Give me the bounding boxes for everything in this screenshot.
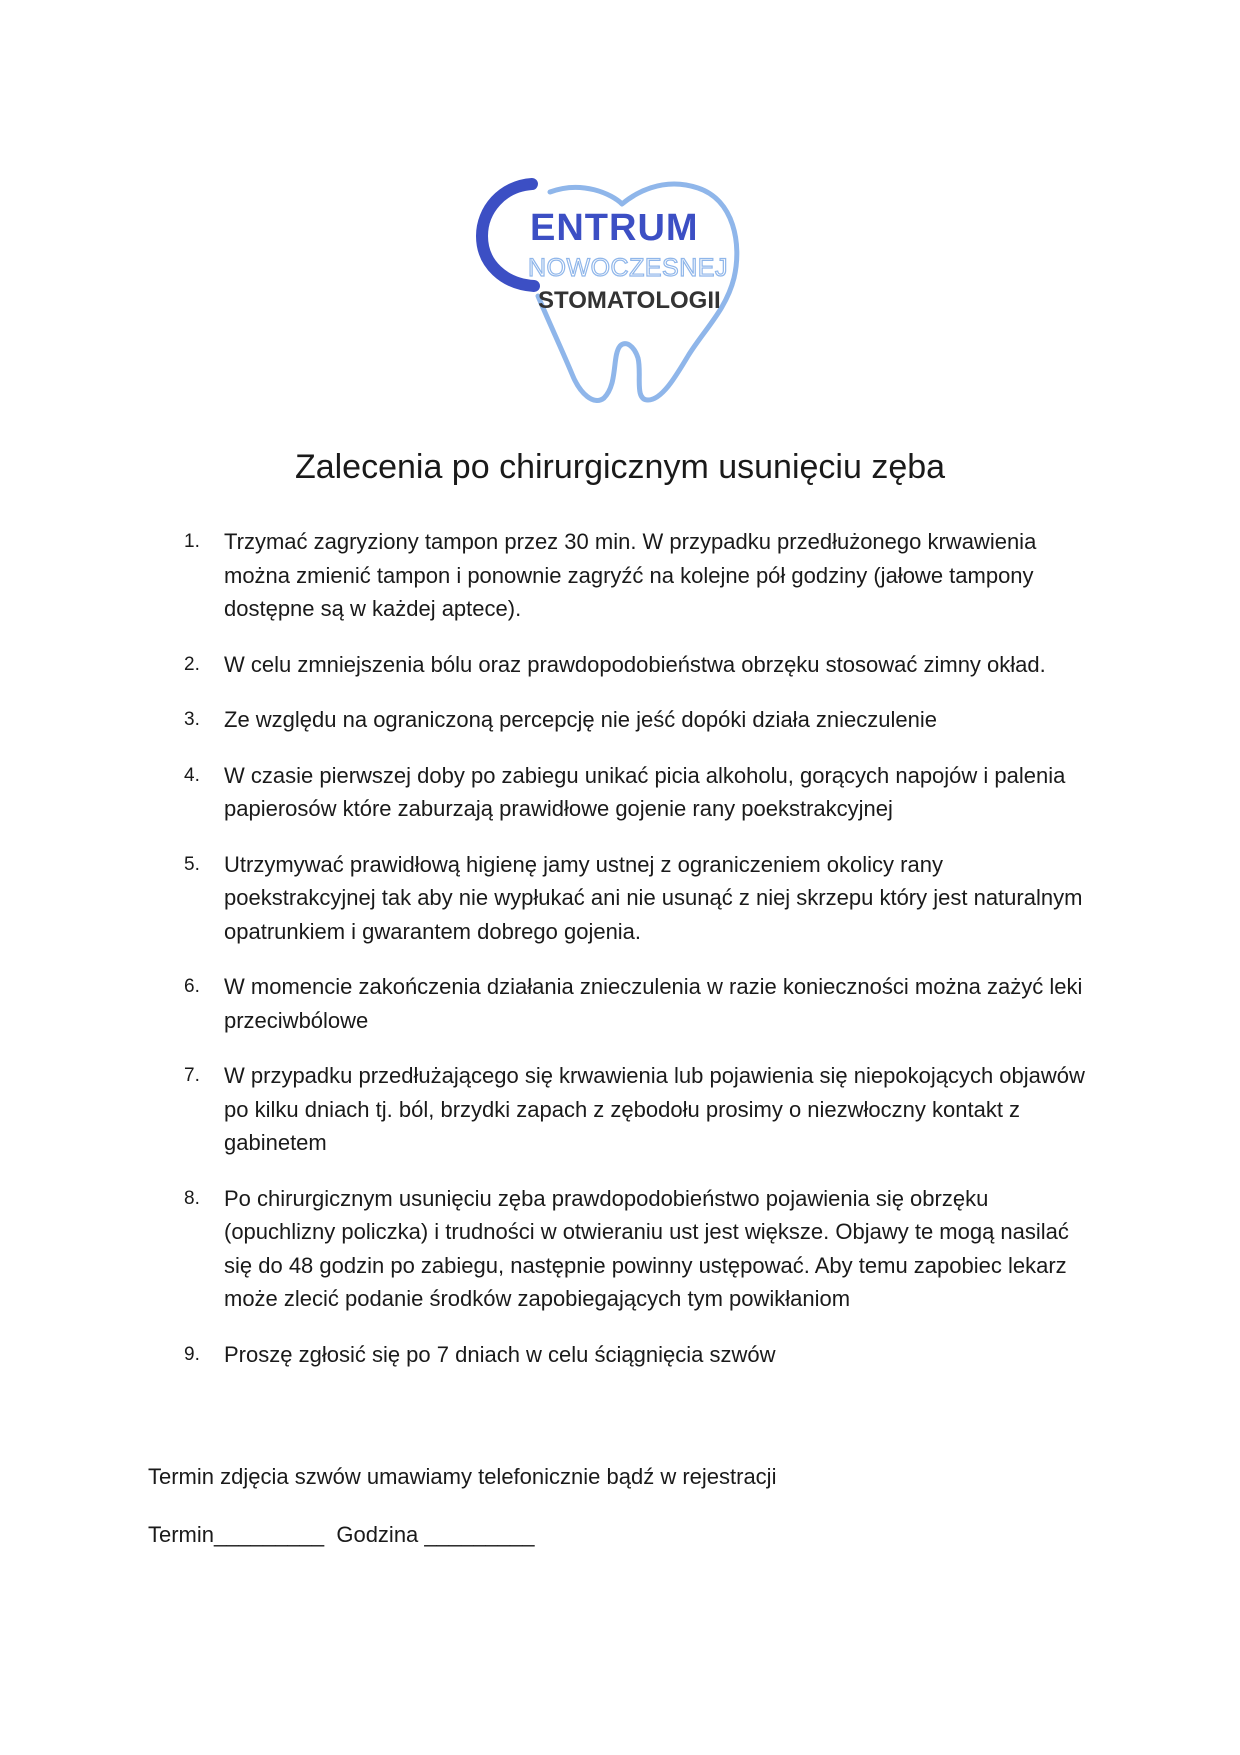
list-item: [160, 648, 1100, 682]
list-item: [160, 970, 1100, 1037]
list-item-text: W celu zmniejszenia bólu oraz prawdopodobieństwa obrzęku stosować zimny okład.: [224, 651, 1046, 677]
logo-line2: NOWOCZESNEJ: [528, 254, 728, 282]
list-item: [160, 1059, 1100, 1160]
page-title: Zalecenia po chirurgicznym usunięciu zęba: [294, 448, 946, 486]
recommendations-list: [160, 525, 1100, 1393]
list-item-number: 9.: [184, 1343, 200, 1365]
list-item: [160, 1182, 1100, 1316]
list-item-number: 8.: [184, 1187, 200, 1209]
list-item-number: 2.: [184, 653, 200, 675]
tooth-logo-graphic: [472, 170, 762, 410]
list-item-text: W momencie zakończenia działania znieczulenia w razie konieczności można zażyć leki przeciwbólowe: [224, 974, 1083, 1033]
list-item: [160, 759, 1100, 826]
list-item-text: Utrzymywać prawidłową higienę jamy ustnej z ograniczeniem okolicy rany poekstrakcyjnej tak aby nie wypłukać ani nie usunąć z niej skrzepu który jest naturalnym opatrunkiem i gwarantem dobrego gojenia.: [224, 851, 1083, 944]
logo-line1: ENTRUM: [530, 207, 699, 249]
list-item-number: 6.: [184, 976, 200, 997]
list-item-text: W czasie pierwszej doby po zabiegu unikać picia alkoholu, gorących napojów i palenia papierosów które zaburzają prawidłowe gojenie rany poekstrakcyjnej: [224, 762, 1066, 821]
logo-big-c-icon: [482, 184, 534, 286]
suture-removal-note: Termin zdjęcia szwów umawiamy telefonicznie bądź w rejestracji: [148, 1464, 777, 1489]
list-item: [160, 848, 1100, 949]
list-item: [160, 1338, 1100, 1372]
list-item-text: Trzymać zagryziony tampon przez 30 min. W przypadku przedłużonego krwawienia można zmienić tampon i ponownie zagryźć na kolejne pół godziny (jałowe tampony dostępne są w każdej aptece).: [224, 529, 1037, 621]
logo-line3: STOMATOLOGII: [538, 287, 721, 314]
list-item-number: 3.: [184, 709, 200, 730]
list-item-number: 4.: [184, 764, 200, 786]
clinic-logo: [472, 170, 762, 410]
list-item-number: 5.: [184, 853, 200, 875]
list-item-number: 7.: [184, 1065, 200, 1086]
list-item: [160, 525, 1100, 626]
list-item-text: W przypadku przedłużającego się krwawienia lub pojawienia się niepokojących objawów po kilku dniach tj. ból, brzydki zapach z zębodołu prosimy o niezwłoczny kontakt z gabinetem: [224, 1063, 1085, 1155]
list-item-text: Po chirurgicznym usunięciu zęba prawdopodobieństwo pojawienia się obrzęku (opuchlizny policzka) i trudności w otwieraniu ust jest większe. Objawy te mogą nasilać się do 48 godzin po zabiegu, następnie powinny ustępować. Aby temu zapobiec lekarz może zlecić podanie środków zapobiegających tym powikłaniom: [224, 1185, 1069, 1311]
list-item: [160, 703, 1100, 737]
appointment-term-line: Termin_________ Godzina _________: [148, 1522, 535, 1547]
list-item-text: Proszę zgłosić się po 7 dniach w celu ściągnięcia szwów: [224, 1341, 776, 1367]
list-item-number: 1.: [184, 531, 200, 552]
list-item-text: Ze względu na ograniczoną percepcję nie jeść dopóki działa znieczulenie: [224, 707, 937, 732]
